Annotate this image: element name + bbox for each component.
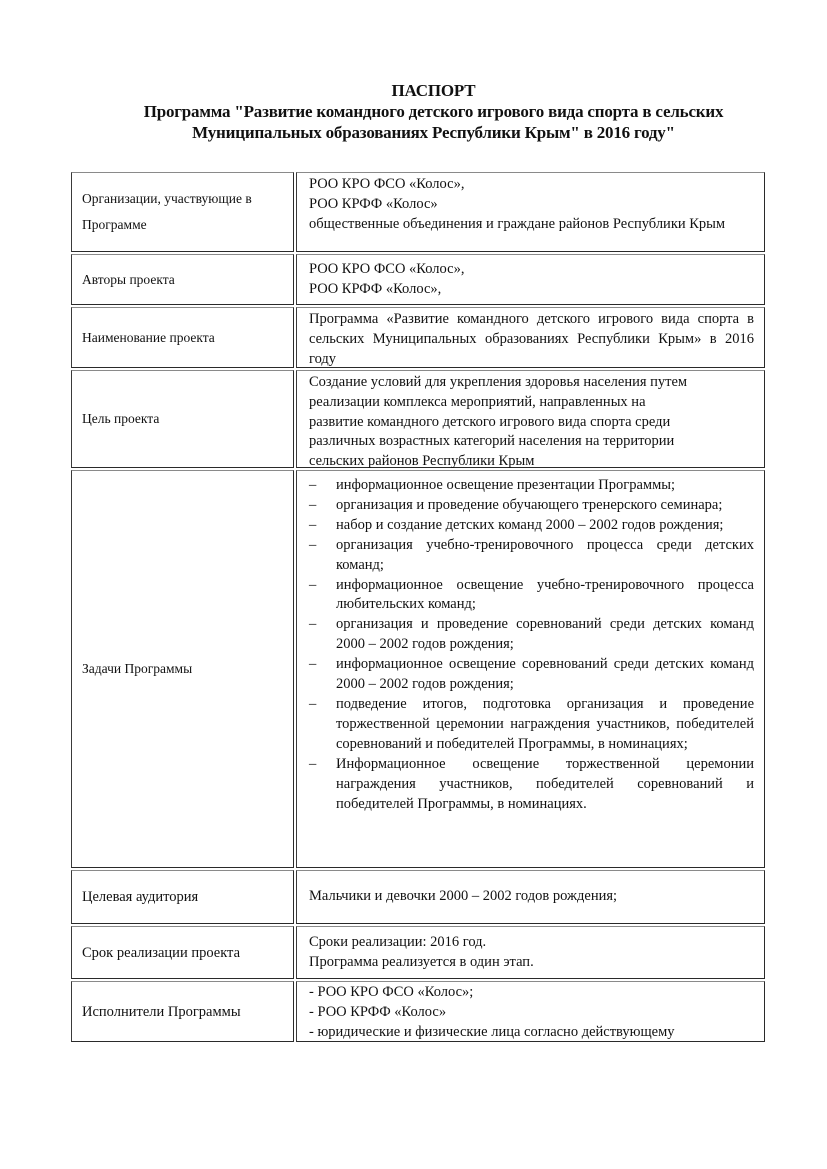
- table-row-tasks: [71, 470, 765, 868]
- value-line: Сроки реализации: 2016 год.: [309, 933, 487, 950]
- value-line: общественные объединения и граждане районов Республики Крым: [309, 215, 726, 232]
- row-label: Задачи Программы: [82, 661, 193, 676]
- dash-bullet-icon: –: [309, 576, 317, 593]
- dash-bullet-icon: –: [309, 695, 317, 712]
- value-line: различных возрастных категорий населения на территории: [309, 433, 675, 450]
- list-item-text: организация и проведение соревнований среди детских команд 2000 – 2002 годов рождения;: [336, 616, 754, 653]
- document-title: ПАСПОРТ: [391, 81, 476, 100]
- row-label-cell: [71, 254, 294, 305]
- value-line: Мальчики и девочки 2000 – 2002 годов рождения;: [309, 888, 618, 905]
- row-value-cell: [296, 926, 765, 979]
- list-item: [309, 755, 754, 815]
- table-row-goal: [71, 370, 765, 468]
- row-label-cell: [71, 926, 294, 979]
- list-item-text: организация и проведение обучающего тренерского семинара;: [336, 496, 723, 513]
- value-line: РОО КРО ФСО «Колос»,: [309, 261, 465, 277]
- list-item-text: набор и создание детских команд 2000 – 2002 годов рождения;: [336, 516, 724, 533]
- value-text: Программа «Развитие командного детского игрового вида спорта в сельских Муниципальных образованиях Республики Крым» в 2016 году: [309, 311, 754, 367]
- row-label-cell: [71, 307, 294, 368]
- dash-bullet-icon: –: [309, 616, 317, 633]
- list-item: [309, 615, 754, 655]
- value-line: РОО КРФФ «Колос»,: [309, 280, 442, 297]
- value-line: сельских районов Республики Крым: [309, 453, 535, 470]
- value-line: - РОО КРФФ «Колос»: [309, 1003, 447, 1020]
- dash-bullet-icon: –: [309, 755, 317, 772]
- row-value-cell: [296, 981, 765, 1042]
- row-label-cell: [71, 981, 294, 1042]
- list-item: [309, 695, 754, 755]
- value-line: развитие командного детского игрового вида спорта среди: [309, 413, 671, 430]
- list-item-text: организация учебно-тренировочного процесса среди детских команд;: [336, 536, 754, 573]
- list-item: [309, 576, 754, 616]
- list-item: [309, 496, 754, 516]
- dash-bullet-icon: –: [309, 477, 317, 493]
- value-line: - юридические и физические лица согласно действующему: [309, 1023, 675, 1040]
- value-line: - РОО КРО ФСО «Колос»;: [309, 984, 474, 1000]
- list-item: [309, 655, 754, 695]
- row-label: Авторы проекта: [82, 271, 175, 287]
- tasks-list: [309, 476, 754, 814]
- row-value-cell: [296, 470, 765, 868]
- row-label: Цель проекта: [82, 411, 160, 426]
- table-row-executors: [71, 981, 765, 1042]
- list-item-text: Информационное освещение торжественной церемонии награждения участников, победителей соревнований и победителей Программы, в номинациях.: [336, 755, 754, 812]
- document-subtitle-line-1: Программа "Развитие командного детского игрового вида спорта в сельских: [143, 102, 724, 121]
- row-label: Исполнители Программы: [82, 1003, 241, 1020]
- list-item-text: подведение итогов, подготовка организация и проведение торжественной церемонии награждения участников, победителей соревнований и победителей Программы, в номинациях;: [336, 695, 754, 752]
- row-label-cell: [71, 370, 294, 468]
- table-row-target-audience: [71, 870, 765, 924]
- row-value-cell: [296, 307, 765, 368]
- row-label: Срок реализации проекта: [82, 944, 241, 961]
- dash-bullet-icon: –: [309, 656, 317, 673]
- row-value-cell: [296, 254, 765, 305]
- row-label-cell: [71, 470, 294, 868]
- value-line: Программа реализуется в один этап.: [309, 953, 534, 970]
- dash-bullet-icon: –: [309, 536, 317, 553]
- row-value-cell: [296, 370, 765, 468]
- table-row-implementation-period: [71, 926, 765, 979]
- document-header: [0, 80, 827, 143]
- row-value-cell: [296, 870, 765, 924]
- list-item: [309, 476, 754, 496]
- row-label-cell: [71, 870, 294, 924]
- list-item-text: информационное освещение соревнований среди детских команд 2000 – 2002 годов рождения;: [336, 656, 754, 693]
- list-item: [309, 516, 754, 536]
- list-item: [309, 536, 754, 576]
- table-row-project-name: [71, 307, 765, 368]
- table-row-authors: [71, 254, 765, 305]
- row-label: Организации, участвующие в Программе: [82, 191, 252, 232]
- value-line: РОО КРО ФСО «Колос»,: [309, 176, 465, 192]
- value-line: РОО КРФФ «Колос»: [309, 195, 438, 212]
- value-line: реализации комплекса мероприятий, направленных на: [309, 393, 646, 410]
- dash-bullet-icon: –: [309, 496, 317, 513]
- row-value-cell: [296, 172, 765, 252]
- row-label-cell: [71, 172, 294, 252]
- value-line: Создание условий для укрепления здоровья населения путем: [309, 374, 688, 390]
- list-item-text: информационное освещение учебно-тренировочного процесса любительских команд;: [336, 576, 754, 613]
- dash-bullet-icon: –: [309, 516, 317, 533]
- list-item-text: информационное освещение презентации Программы;: [336, 477, 676, 493]
- document-subtitle-line-2: Муниципальных образованиях Республики Крым" в 2016 году": [192, 123, 675, 142]
- row-label: Наименование проекта: [82, 329, 215, 345]
- row-label: Целевая аудитория: [82, 889, 199, 905]
- table-row-organizations: [71, 172, 765, 252]
